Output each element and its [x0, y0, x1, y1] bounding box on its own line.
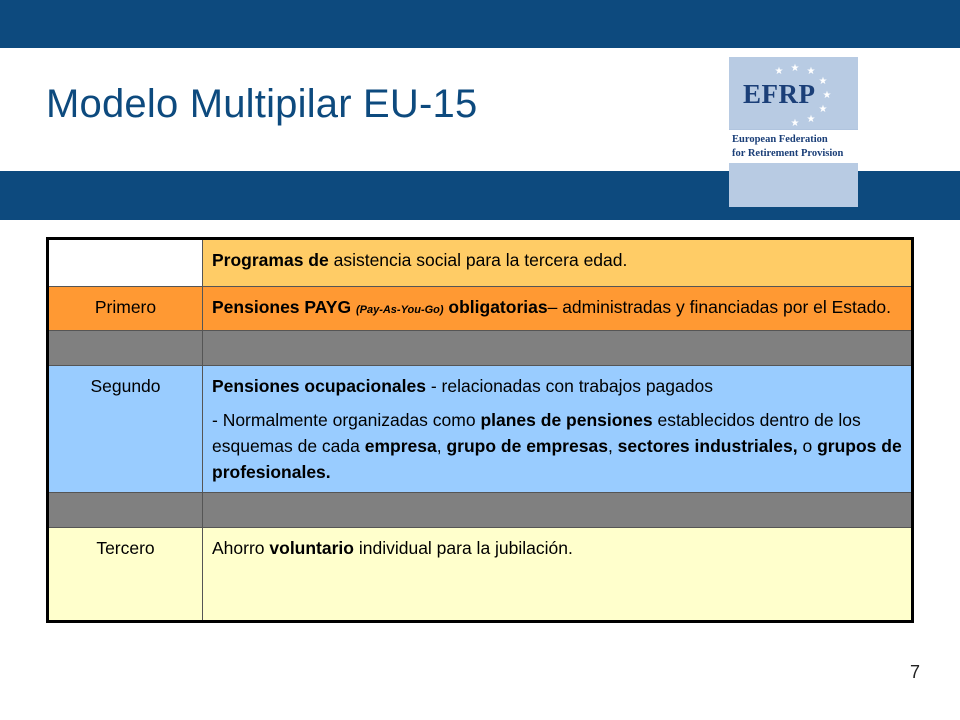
svg-text:★: ★	[790, 118, 800, 129]
bold-text: sectores industriales,	[617, 436, 798, 456]
pillars-table	[46, 237, 914, 623]
logo-bottom-panel	[729, 163, 858, 207]
pillar-description	[203, 366, 913, 493]
logo-caption-line2: for Retirement Provision	[732, 148, 844, 159]
svg-text:★: ★	[806, 114, 816, 125]
logo-abbrev: EFRP	[743, 79, 816, 109]
table-row	[48, 366, 913, 493]
pillar-description	[203, 528, 913, 622]
text-run: - Normalmente organizadas como	[212, 410, 481, 430]
bold-text: Pensiones PAYG	[212, 297, 356, 317]
table-row-spacer	[48, 331, 913, 366]
text-run: individual para la jubilación.	[353, 538, 573, 558]
slide-title: Modelo Multipilar EU-15	[46, 82, 478, 126]
bold-text: empresa	[364, 436, 437, 456]
page-number: 7	[910, 662, 921, 682]
svg-text:★: ★	[822, 90, 832, 101]
bold-text: Programas de	[212, 250, 329, 270]
description-paragraph	[212, 407, 903, 485]
svg-text:★: ★	[790, 63, 800, 74]
text-run: establecidos dentro de los esquemas de cada	[212, 410, 861, 456]
text-run: ,	[607, 436, 618, 456]
spacer-cell	[48, 493, 203, 528]
bold-text: voluntario	[269, 538, 354, 558]
svg-text:★: ★	[806, 66, 816, 77]
top-band	[0, 0, 960, 48]
logo-caption	[729, 130, 858, 163]
pillar-label: Primero	[48, 287, 203, 331]
pillar-label: Tercero	[48, 528, 203, 622]
text-run: - relacionadas con trabajos pagados	[425, 376, 713, 396]
bold-text: obligatorias	[443, 297, 548, 317]
pillar-label	[48, 239, 203, 287]
text-run: ,	[436, 436, 447, 456]
spacer-cell	[203, 493, 913, 528]
table-row	[48, 287, 913, 331]
efrp-logo	[729, 57, 858, 207]
table-row	[48, 528, 913, 622]
bold-text: Pensiones ocupacionales	[212, 376, 426, 396]
logo-star-panel	[729, 57, 858, 129]
pillar-description	[203, 287, 913, 331]
spacer-cell	[203, 331, 913, 366]
text-run: o	[797, 436, 818, 456]
text-run: Ahorro	[212, 538, 270, 558]
table-row-spacer	[48, 493, 913, 528]
text-run: – administradas y financiadas por el Estado.	[547, 297, 891, 317]
pillar-label: Segundo	[48, 366, 203, 493]
bold-text: planes de pensiones	[480, 410, 653, 430]
text-run: asistencia social para la tercera edad.	[328, 250, 628, 270]
spacer-cell	[48, 331, 203, 366]
pillar-description	[203, 239, 913, 287]
table-row	[48, 239, 913, 287]
logo-caption-line1: European Federation	[732, 134, 828, 145]
svg-text:★: ★	[818, 76, 828, 87]
bold-text: grupos de profesionales.	[212, 436, 902, 482]
svg-text:★: ★	[818, 104, 828, 115]
bold-text: grupo de empresas	[446, 436, 608, 456]
bold-text: (Pay-As-You-Go)	[355, 304, 444, 316]
svg-text:★: ★	[774, 66, 784, 77]
description-paragraph	[212, 373, 903, 399]
